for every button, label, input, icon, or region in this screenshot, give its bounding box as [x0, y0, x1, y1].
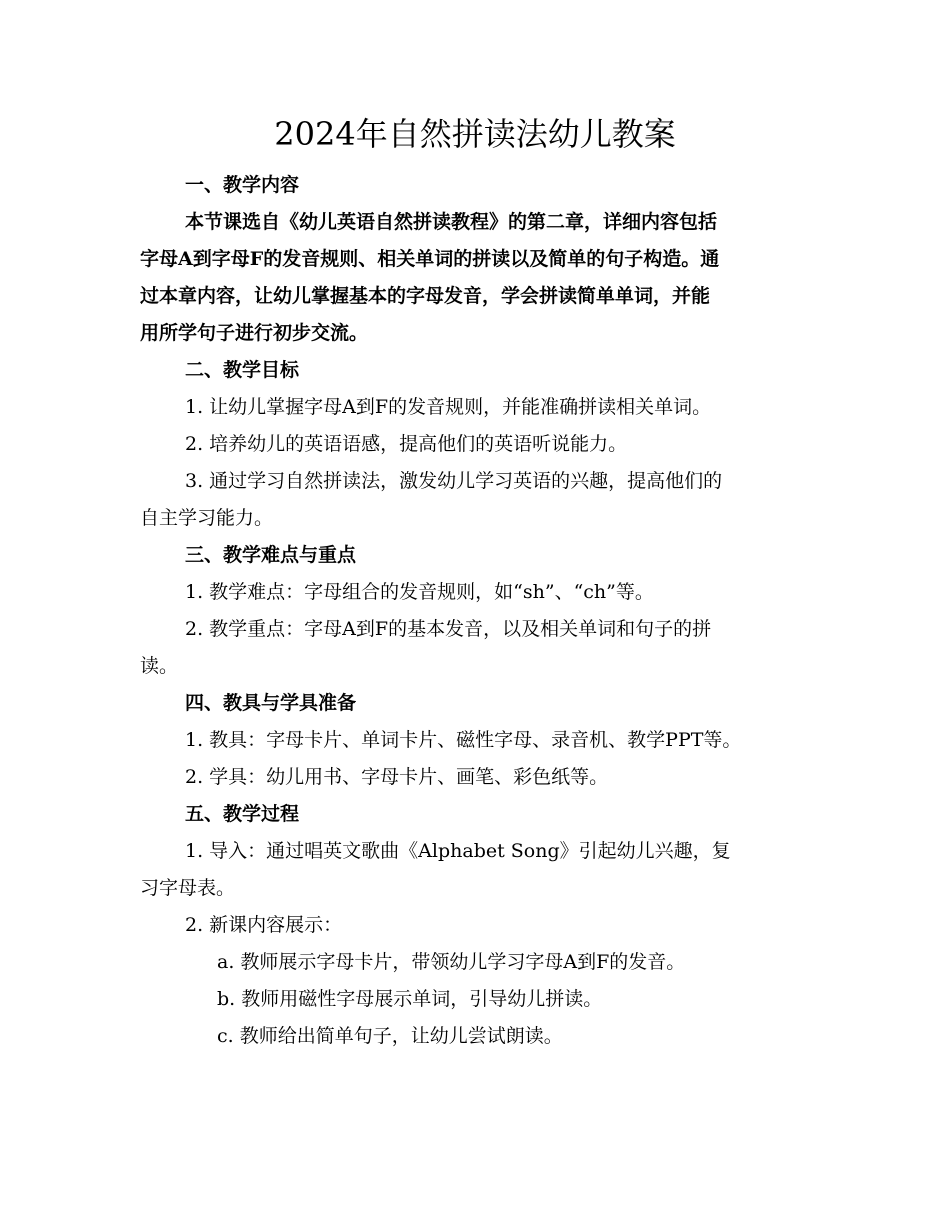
section-5: [140, 796, 812, 1055]
section-1: [140, 167, 812, 352]
document-title: 2024年自然拼读法幼儿教案: [274, 115, 676, 153]
sub-list-item: b. 教师用磁性字母展示单词，引导幼儿拼读。: [217, 988, 603, 1010]
section-1-paragraph-line: 用所学句子进行初步交流。: [140, 322, 369, 344]
section-1-paragraph-line: 过本章内容，让幼儿掌握基本的字母发音，学会拼读简单单词，并能: [140, 285, 711, 307]
section-4-heading: 四、教具与学具准备: [185, 692, 357, 714]
list-item: 1. 让幼儿掌握字母A到F的发音规则，并能准确拼读相关单词。: [185, 396, 712, 418]
list-item: 2. 新课内容展示：: [185, 914, 343, 936]
section-5-heading: 五、教学过程: [185, 803, 300, 825]
list-item-continuation: 自主学习能力。: [140, 507, 274, 529]
list-item: 2. 学具：幼儿用书、字母卡片、画笔、彩色纸等。: [185, 766, 609, 788]
list-item-continuation: 读。: [140, 655, 179, 677]
section-1-paragraph-line: 本节课选自《幼儿英语自然拼读教程》的第二章，详细内容包括: [185, 211, 718, 233]
list-item-continuation: 习字母表。: [140, 877, 236, 899]
section-3-heading: 三、教学难点与重点: [185, 544, 357, 566]
list-item: 1. 教学难点：字母组合的发音规则，如“sh”、“ch”等。: [185, 581, 654, 603]
section-2-heading: 二、教学目标: [185, 359, 300, 381]
section-1-paragraph-line: 字母A到字母F的发音规则、相关单词的拼读以及简单的句子构造。通: [140, 248, 720, 270]
list-item: 2. 教学重点：字母A到F的基本发音，以及相关单词和句子的拼: [185, 618, 712, 640]
list-item: 3. 通过学习自然拼读法，激发幼儿学习英语的兴趣，提高他们的: [185, 470, 723, 492]
section-2: [140, 352, 812, 537]
section-3: [140, 537, 812, 685]
list-item: 2. 培养幼儿的英语语感，提高他们的英语听说能力。: [185, 433, 628, 455]
sub-list-item: a. 教师展示字母卡片，带领幼儿学习字母A到F的发音。: [217, 951, 686, 973]
sub-list-item: c. 教师给出简单句子，让幼儿尝试朗读。: [217, 1025, 563, 1047]
list-item: 1. 导入：通过唱英文歌曲《Alphabet Song》引起幼儿兴趣，复: [185, 840, 731, 862]
section-1-heading: 一、教学内容: [185, 174, 300, 196]
section-4: [140, 685, 812, 796]
list-item: 1. 教具：字母卡片、单词卡片、磁性字母、录音机、教学PPT等。: [185, 729, 742, 751]
